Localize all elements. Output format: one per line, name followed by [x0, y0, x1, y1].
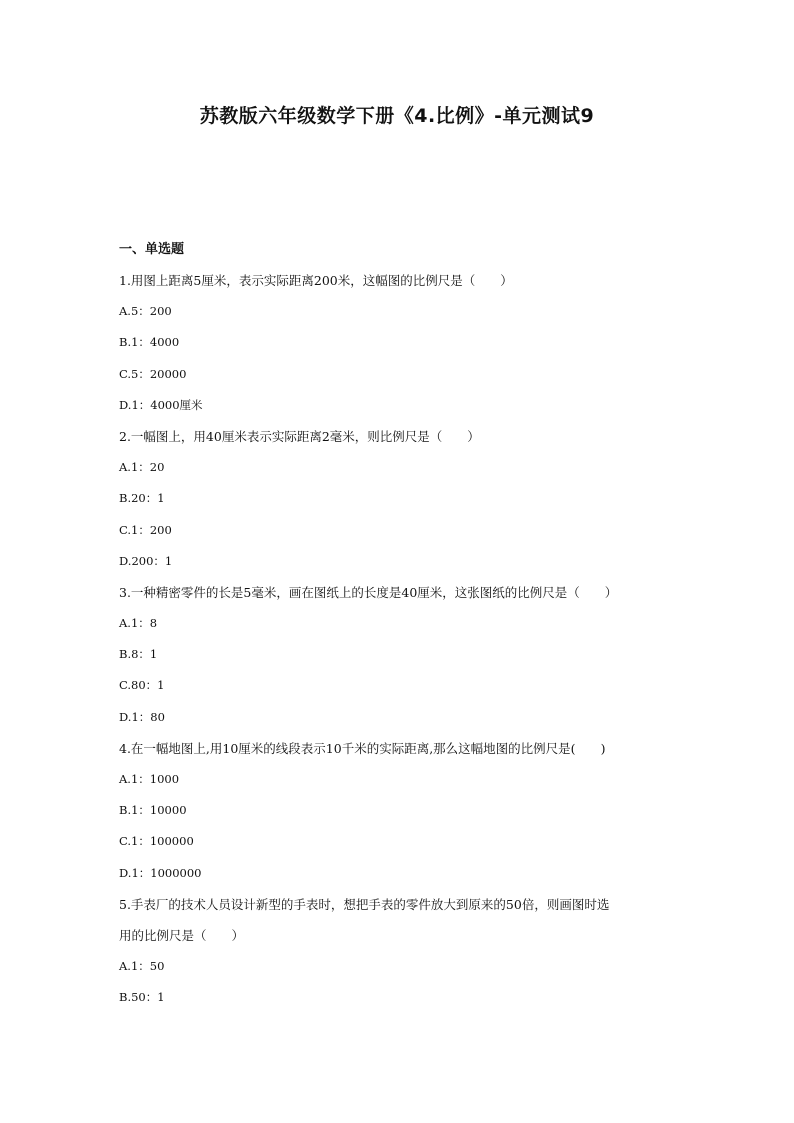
- question-1: [119, 265, 679, 421]
- question-4-text: 4.在一幅地图上,用10厘米的线段表示10千米的实际距离,那么这幅地图的比例尺是( ): [119, 740, 606, 756]
- question-4-option-d: D.1：1000000: [119, 865, 202, 880]
- question-5: [119, 889, 679, 1014]
- section-heading: 一、单选题: [119, 242, 185, 257]
- question-2-option-d: D.200：1: [119, 553, 173, 568]
- question-2-text: 2.一幅图上，用40厘米表示实际距离2毫米，则比例尺是（ ）: [119, 428, 480, 444]
- question-4-option-a: A.1：1000: [119, 772, 180, 786]
- question-3-text: 3.一种精密零件的长是5毫米，画在图纸上的长度是40厘米，这张图纸的比例尺是（ ）: [119, 584, 618, 600]
- question-4: [119, 733, 679, 889]
- question-1-option-d: D.1：4000厘米: [119, 397, 203, 412]
- question-3: [119, 577, 679, 733]
- question-4-option-b: B.1：10000: [119, 803, 187, 818]
- question-5-text-line-2: 用的比例尺是（ ）: [119, 927, 245, 943]
- question-2-option-a: A.1：20: [119, 460, 165, 475]
- question-3-option-d: D.1：80: [119, 709, 165, 724]
- question-5-option-b: B.50：1: [119, 990, 165, 1005]
- question-3-option-c: C.80：1: [119, 678, 165, 693]
- document-title: 苏教版六年级数学下册《4.比例》-单元测试9: [199, 105, 595, 127]
- question-1-option-a: A.5：200: [119, 304, 172, 319]
- question-1-text: 1.用图上距离5厘米，表示实际距离200米，这幅图的比例尺是（ ）: [119, 273, 513, 288]
- question-3-option-b: B.8：1: [119, 647, 158, 662]
- question-4-option-c: C.1：100000: [119, 834, 194, 849]
- question-5-option-a: A.1：50: [119, 959, 165, 974]
- question-2-option-b: B.20：1: [119, 491, 165, 506]
- question-3-option-a: A.1：8: [119, 616, 158, 631]
- question-1-option-b: B.1：4000: [119, 335, 180, 350]
- document-body: [119, 234, 679, 1014]
- question-5-text-line-1: 5.手表厂的技术人员设计新型的手表时，想把手表的零件放大到原来的50倍，则画图时选: [119, 896, 610, 912]
- question-2-option-c: C.1：200: [119, 522, 172, 537]
- question-1-option-c: C.5：20000: [119, 366, 187, 381]
- question-2: [119, 421, 679, 577]
